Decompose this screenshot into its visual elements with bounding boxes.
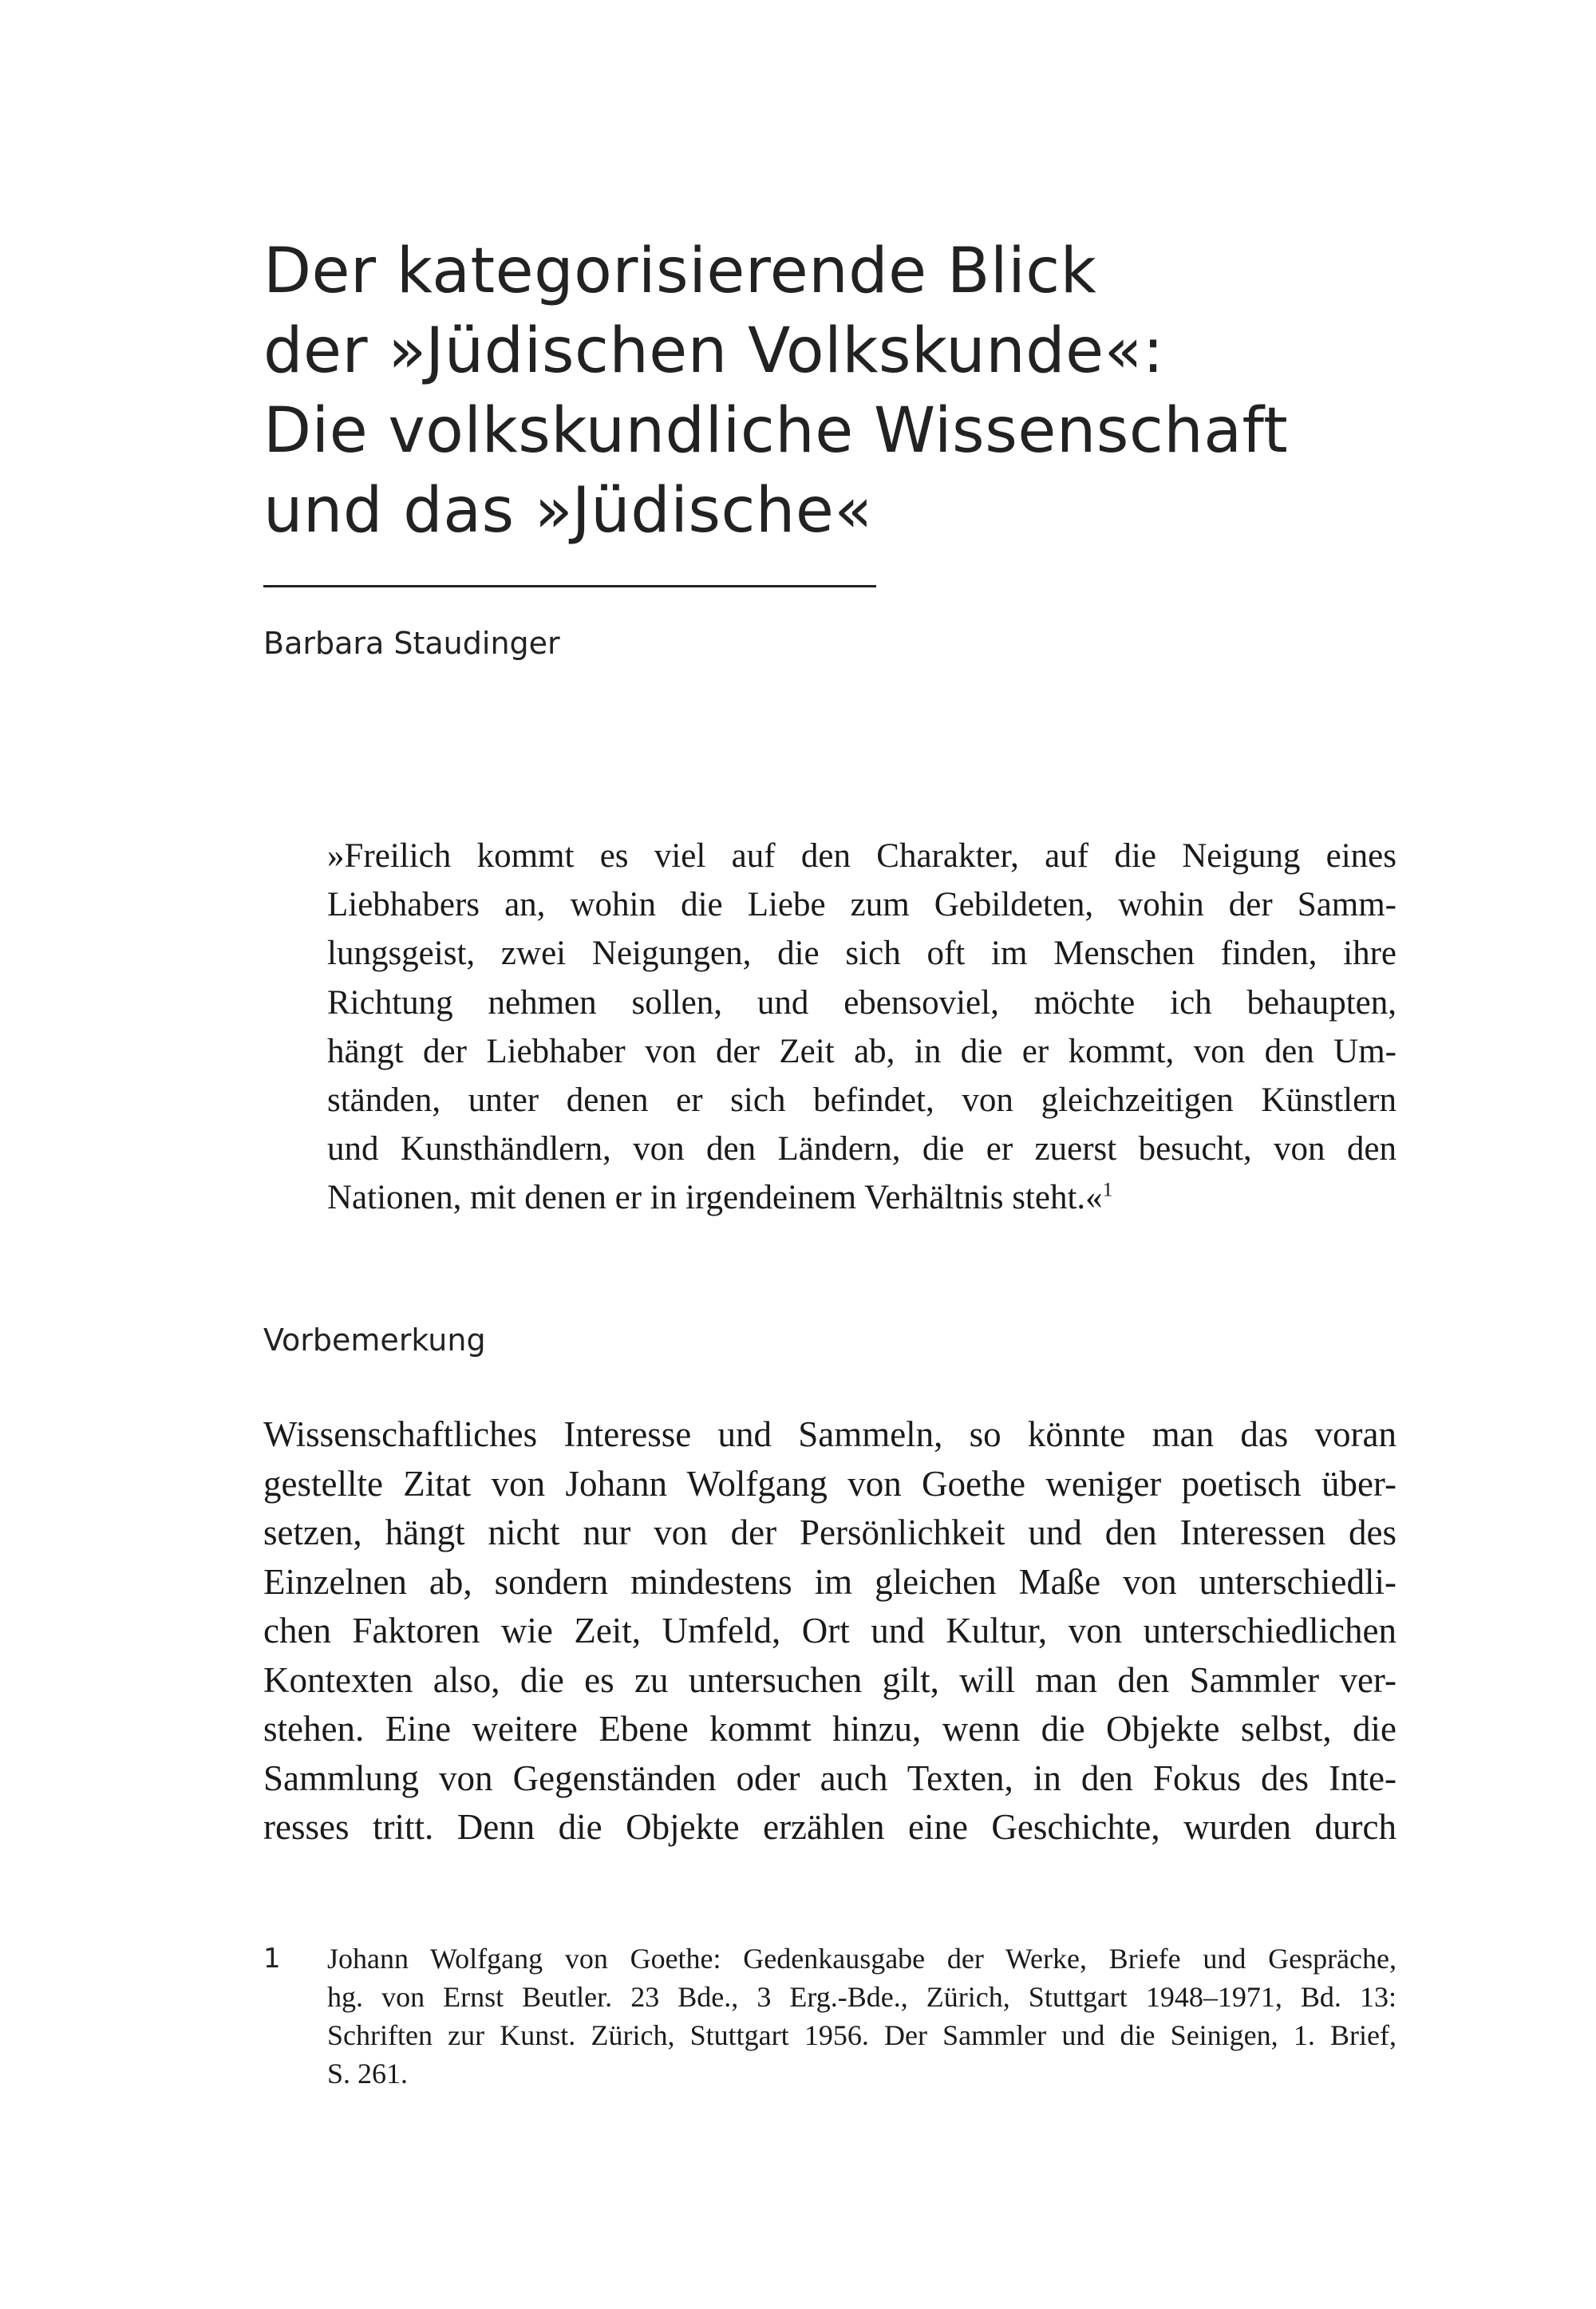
body-line: Kontexten also, die es zu untersuchen gilt, will man den Sammler ver- [263, 1659, 1396, 1700]
epigraph-quote [327, 832, 1396, 1223]
chapter-title [263, 231, 1381, 551]
body-line: resses tritt. Denn die Objekte erzählen eine Geschichte, wurden durch [263, 1807, 1396, 1847]
epigraph-line: ständen, unter denen er sich befindet, von gleichzeitigen Künstlern [327, 1081, 1396, 1120]
title-line: Der kategorisierende Blick [263, 235, 1097, 307]
footnote-text [327, 1939, 1396, 2093]
epigraph-line: Richtung nehmen sollen, und ebensoviel, möchte ich behaupten, [327, 983, 1396, 1022]
epigraph-last-text: Nationen, mit denen er in irgendeinem Verhältnis steht.« [327, 1179, 1103, 1217]
body-line: gestellte Zitat von Johann Wolfgang von Goethe weniger poetisch über- [263, 1463, 1396, 1504]
body-line: Einzelnen ab, sondern mindestens im gleichen Maße von unterschiedli- [263, 1561, 1396, 1602]
title-line: der »Jüdischen Volkskunde«: [263, 315, 1164, 387]
footnote-number: 1 [263, 1943, 281, 1975]
body-paragraph [263, 1410, 1396, 1852]
epigraph-line: lungsgeist, zwei Neigungen, die sich oft im Menschen finden, ihre [327, 935, 1396, 973]
body-line: chen Faktoren wie Zeit, Umfeld, Ort und Kultur, von unterschiedlichen [263, 1611, 1396, 1651]
epigraph-line [327, 1173, 1396, 1222]
title-line: Die volkskundliche Wissenschaft [263, 395, 1289, 467]
epigraph-line: hängt der Liebhaber von der Zeit ab, in die er kommt, von den Um- [327, 1032, 1396, 1070]
epigraph-line: Liebhabers an, wohin die Liebe zum Gebildeten, wohin der Samm- [327, 886, 1396, 924]
footnote-reference[interactable]: 1 [1102, 1178, 1113, 1202]
footnote-line: hg. von Ernst Beutler. 23 Bde., 3 Erg.-Bde., Zürich, Stuttgart 1948–1971, Bd. 13: [327, 1981, 1396, 2013]
title-divider [263, 585, 876, 587]
title-line: und das »Jüdische« [263, 475, 873, 547]
epigraph-line: und Kunsthändlern, von den Ländern, die er zuerst besucht, von den [327, 1130, 1396, 1168]
body-line: setzen, hängt nicht nur von der Persönlichkeit und den Interessen des [263, 1512, 1396, 1552]
footnote-line: Johann Wolfgang von Goethe: Gedenkausgabe der Werke, Briefe und Gespräche, [327, 1943, 1396, 1975]
body-line: Wissenschaftliches Interesse und Sammeln, so könnte man das voran [263, 1414, 1396, 1454]
footnote-line: Schriften zur Kunst. Zürich, Stuttgart 1956. Der Sammler und die Seinigen, 1. Brief, [327, 2019, 1396, 2051]
author-name: Barbara Staudinger [263, 626, 560, 661]
body-line: Sammlung von Gegenständen oder auch Texten, in den Fokus des Inte- [263, 1757, 1396, 1798]
footnote-line: S. 261. [327, 2058, 409, 2090]
body-line: stehen. Eine weitere Ebene kommt hinzu, wenn die Objekte selbst, die [263, 1709, 1396, 1749]
section-heading: Vorbemerkung [263, 1323, 486, 1358]
epigraph-line: »Freilich kommt es viel auf den Charakter, auf die Neigung eines [327, 837, 1396, 875]
